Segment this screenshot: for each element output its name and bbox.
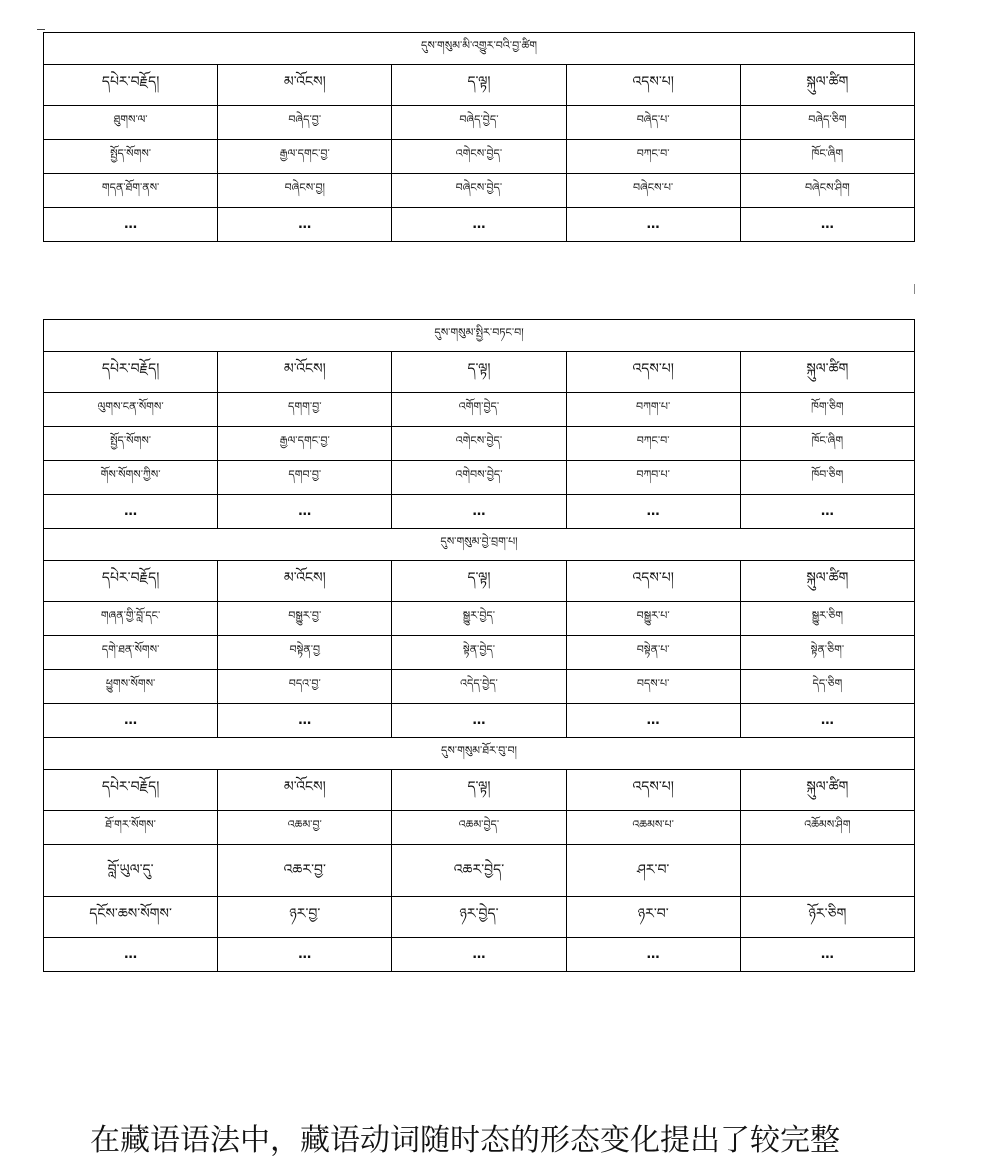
table-row xyxy=(44,704,915,738)
table-cell: འགེབས་བྱེད་ xyxy=(392,461,566,495)
table-cell: བཞེངས་བྱེད་ xyxy=(392,174,566,208)
table-cell: བསྟེན་བྱ xyxy=(218,636,392,670)
table-cell: … xyxy=(740,495,914,529)
table-cell: … xyxy=(218,938,392,972)
table-cell: གཞན་གྱི་བློ་དང་ xyxy=(44,602,218,636)
table-cell: དགབ་བྱ་ xyxy=(218,461,392,495)
table-cell: བཞེངས་ཤིག xyxy=(740,174,914,208)
table-cell: … xyxy=(218,208,392,242)
table-row xyxy=(44,106,915,140)
table-cell: འཆར་བྱ་ xyxy=(218,845,392,897)
table-cell: … xyxy=(566,208,740,242)
table-row xyxy=(44,636,915,670)
column-header: མ་འོངས། xyxy=(218,352,392,393)
tense-table-unchanging xyxy=(43,32,915,242)
table-cell: དངོས་ཆས་སོགས་ xyxy=(44,897,218,938)
column-header: སྐུལ་ཚིག xyxy=(740,561,914,602)
column-header: དཔེར་བརྗོད། xyxy=(44,352,218,393)
table-row xyxy=(44,461,915,495)
table-cell: སྒྱུར་བྱེད་ xyxy=(392,602,566,636)
table-cell: བསྟེན་པ་ xyxy=(566,636,740,670)
table-title-row xyxy=(44,33,915,65)
table-cell: འདེད་བྱེད་ xyxy=(392,670,566,704)
table-cell: … xyxy=(566,938,740,972)
table-header-row xyxy=(44,770,915,811)
page-corner-mark xyxy=(37,29,45,30)
table-cell: … xyxy=(44,495,218,529)
table-title: དུས་གསུམ་ཐོར་བུ་བ། xyxy=(44,738,915,770)
table-cell: … xyxy=(566,495,740,529)
table-cell: བཞེད་བྱ་ xyxy=(218,106,392,140)
table-header-row xyxy=(44,352,915,393)
table-title-row xyxy=(44,738,915,770)
table-cell: སྤྱོད་སོགས་ xyxy=(44,427,218,461)
table-cell: … xyxy=(218,495,392,529)
table-cell: འགོག་བྱེད་ xyxy=(392,393,566,427)
table-row xyxy=(44,393,915,427)
column-header: སྐུལ་ཚིག xyxy=(740,770,914,811)
table-cell: བཀག་པ་ xyxy=(566,393,740,427)
table-cell: བཞེངས་པ་ xyxy=(566,174,740,208)
table-cell: … xyxy=(218,704,392,738)
table-row xyxy=(44,495,915,529)
column-header: ད་ལྟ། xyxy=(392,561,566,602)
column-header: འདས་པ། xyxy=(566,352,740,393)
column-header: མ་འོངས། xyxy=(218,770,392,811)
table-cell: ཁོང་ཞིག xyxy=(740,140,914,174)
table-cell: … xyxy=(740,704,914,738)
page-side-mark xyxy=(914,284,918,294)
table-cell: དགེ་ཐན་སོགས་ xyxy=(44,636,218,670)
table-cell: བདས་པ་ xyxy=(566,670,740,704)
table-cell: … xyxy=(566,704,740,738)
column-header: སྐུལ་ཚིག xyxy=(740,352,914,393)
table-cell: དེད་ཅིག xyxy=(740,670,914,704)
table-cell: ཐུགས་ལ་ xyxy=(44,106,218,140)
table-cell: བཞེད་བྱེད་ xyxy=(392,106,566,140)
table-cell: … xyxy=(392,938,566,972)
table-cell xyxy=(740,845,914,897)
table-title-row xyxy=(44,320,915,352)
table-cell: ཁོང་ཞིག xyxy=(740,427,914,461)
column-header: ད་ལྟ། xyxy=(392,65,566,106)
table-cell: … xyxy=(740,208,914,242)
table-cell: ལུགས་ངན་སོགས་ xyxy=(44,393,218,427)
table-cell: ཤར་བ་ xyxy=(566,845,740,897)
tense-table-combined xyxy=(43,319,915,972)
table-row xyxy=(44,140,915,174)
body-paragraph-text: 在藏语语法中，藏语动词随时态的形态变化提出了较完整 xyxy=(90,1123,840,1158)
table-cell: བདའ་བྱ་ xyxy=(218,670,392,704)
table-cell: སྤྱོད་སོགས་ xyxy=(44,140,218,174)
table-cell: འཆམ་བྱ་ xyxy=(218,811,392,845)
table-cell: … xyxy=(740,938,914,972)
column-header: དཔེར་བརྗོད། xyxy=(44,561,218,602)
table-cell: བཞེད་པ་ xyxy=(566,106,740,140)
table-cell: ཉར་བ་ xyxy=(566,897,740,938)
table-row xyxy=(44,938,915,972)
table-row xyxy=(44,845,915,897)
table-header-row xyxy=(44,561,915,602)
table-cell: བཞེངས་བྱ། xyxy=(218,174,392,208)
table-cell: འཆོམས་ཤིག xyxy=(740,811,914,845)
column-header: འདས་པ། xyxy=(566,561,740,602)
table-cell: … xyxy=(44,704,218,738)
table-cell: འཆམས་པ་ xyxy=(566,811,740,845)
table-cell: བསྒྱུར་བྱ་ xyxy=(218,602,392,636)
table-cell: ཁོབ་ཅིག xyxy=(740,461,914,495)
table-cell: སྟེན་བྱེད་ xyxy=(392,636,566,670)
table-cell: བསྒྱུར་པ་ xyxy=(566,602,740,636)
table-row xyxy=(44,427,915,461)
column-header: སྐུལ་ཚིག xyxy=(740,65,914,106)
table-cell: འཆམ་བྱེད་ xyxy=(392,811,566,845)
table-cell: ཁོག་ཅིག xyxy=(740,393,914,427)
table-cell: བཀབ་པ་ xyxy=(566,461,740,495)
table-row xyxy=(44,174,915,208)
table-title: དུས་གསུམ་བྱེ་བྲག་པ། xyxy=(44,529,915,561)
table-cell: ཉར་བྱེད་ xyxy=(392,897,566,938)
column-header: ད་ལྟ། xyxy=(392,770,566,811)
table-cell: རྒྱལ་དགང་བྱ་ xyxy=(218,427,392,461)
table-cell: འཆར་བྱེད་ xyxy=(392,845,566,897)
column-header: མ་འོངས། xyxy=(218,561,392,602)
column-header: ད་ལྟ། xyxy=(392,352,566,393)
table-cell: འགེངས་བྱེད་ xyxy=(392,140,566,174)
table-row xyxy=(44,208,915,242)
column-header: འདས་པ། xyxy=(566,770,740,811)
table-title: དུས་གསུམ་མི་འགྱུར་བའི་བྱ་ཚིག xyxy=(44,33,915,65)
table-cell: རྒྱལ་དགང་བྱ་ xyxy=(218,140,392,174)
column-header: དཔེར་བརྗོད། xyxy=(44,65,218,106)
table-cell: … xyxy=(44,208,218,242)
table-cell: གོས་སོགས་ཀྱིས་ xyxy=(44,461,218,495)
table-cell: … xyxy=(392,495,566,529)
table-cell: གདན་ཐོག་ནས་ xyxy=(44,174,218,208)
table-cell: ཉོར་ཅིག xyxy=(740,897,914,938)
table-cell: དགག་བྱ་ xyxy=(218,393,392,427)
table-cell: … xyxy=(392,208,566,242)
column-header: འདས་པ། xyxy=(566,65,740,106)
table-cell: ཐོ་གར་སོགས་ xyxy=(44,811,218,845)
table-row xyxy=(44,602,915,636)
table-cell: … xyxy=(392,704,566,738)
table-header-row xyxy=(44,65,915,106)
column-header: དཔེར་བརྗོད། xyxy=(44,770,218,811)
table-cell: སྒྱུར་ཅིག xyxy=(740,602,914,636)
table-row xyxy=(44,897,915,938)
table-title-row xyxy=(44,529,915,561)
column-header: མ་འོངས། xyxy=(218,65,392,106)
table-row xyxy=(44,811,915,845)
table-cell: … xyxy=(44,938,218,972)
table-title: དུས་གསུམ་སྤྱིར་བཏང་བ། xyxy=(44,320,915,352)
table-cell: ཕྱུགས་སོགས་ xyxy=(44,670,218,704)
table-cell: བཞེད་ཅིག xyxy=(740,106,914,140)
table-row xyxy=(44,670,915,704)
table-cell: འགེངས་བྱེད་ xyxy=(392,427,566,461)
table-cell: བཀང་བ་ xyxy=(566,427,740,461)
table-cell: ཉར་བྱ་ xyxy=(218,897,392,938)
table-cell: བློ་ཡུལ་དུ་ xyxy=(44,845,218,897)
table-cell: སྟེན་ཅིག་ xyxy=(740,636,914,670)
table-cell: བཀང་བ་ xyxy=(566,140,740,174)
